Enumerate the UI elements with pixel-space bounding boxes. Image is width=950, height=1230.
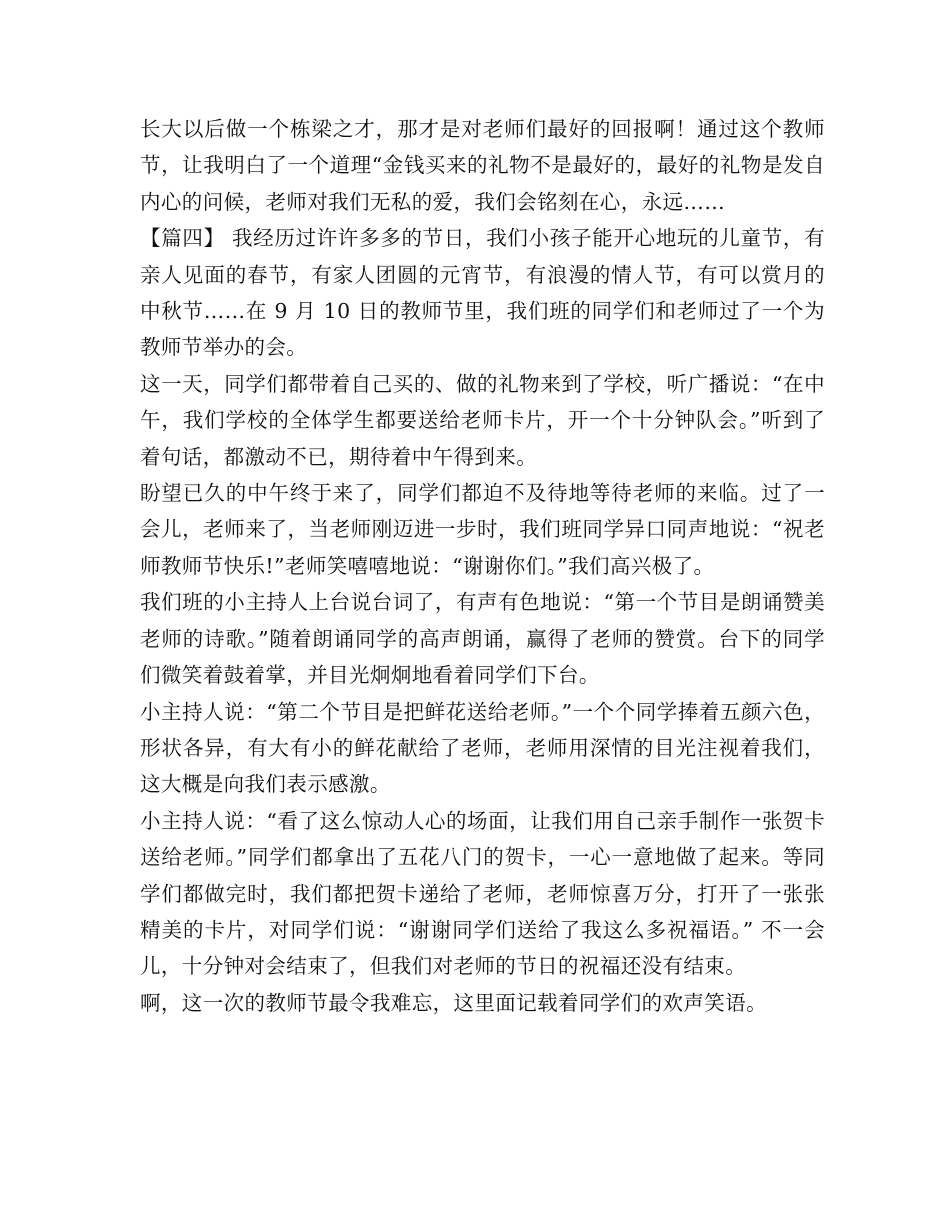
document-body (140, 111, 825, 1021)
paragraph-5: 我们班的小主持人上台说台词了，有声有色地说：“第一个节目是朗诵赞美老师的诗歌。”随着朗诵同学的高声朗诵，赢得了老师的赞赏。台下的同学们微笑着鼓着掌，并目光炯炯地看着同学们下台。 (140, 590, 825, 688)
paragraph-4: 盼望已久的中午终于来了，同学们都迫不及待地等待老师的来临。过了一会儿，老师来了，当老师刚迈进一步时，我们班同学异口同声地说：“祝老师教师节快乐!”老师笑嘻嘻地说：“谢谢你们。”我们高兴极了。 (140, 481, 825, 578)
paragraph-3: 这一天，同学们都带着自己买的、做的礼物来到了学校，听广播说：“在中午，我们学校的全体学生都要送给老师卡片，开一个十分钟队会。”听到了着句话，都激动不已，期待着中午得到来。 (140, 371, 825, 469)
paragraph-8: 啊，这一次的教师节最令我难忘，这里面记载着同学们的欢声笑语。 (140, 990, 767, 1015)
paragraph-1: 长大以后做一个栋梁之才，那才是对老师们最好的回报啊！通过这个教师节，让我明白了一个道理“金钱买来的礼物不是最好的，最好的礼物是发自内心的问候，老师对我们无私的爱，我们会铭刻在心，永远…… (140, 117, 825, 214)
paragraph-2: 【篇四】 我经历过许许多多的节日，我们小孩子能开心地玩的儿童节，有亲人见面的春节，有家人团圆的元宵节，有浪漫的情人节，有可以赏月的中秋节……在 9 月 10 日的教师节里，我们班的同学们和老师过了一个为教师节举办的会。 (140, 226, 825, 360)
paragraph-7: 小主持人说：“看了这么惊动人心的场面，让我们用自己亲手制作一张贺卡送给老师。”同学们都拿出了五花八门的贺卡，一心一意地做了起来。等同学们都做完时，我们都把贺卡递给了老师，老师惊喜万分，打开了一张张精美的卡片，对同学们说：“谢谢同学们送给了我这么多祝福语。” 不一会儿，十分钟对会结束了，但我们对老师的节日的祝福还没有结束。 (140, 808, 825, 979)
paragraph-6: 小主持人说：“第二个节目是把鲜花送给老师。”一个个同学捧着五颜六色，形状各异，有大有小的鲜花献给了老师，老师用深情的目光注视着我们，这大概是向我们表示感激。 (140, 699, 825, 797)
